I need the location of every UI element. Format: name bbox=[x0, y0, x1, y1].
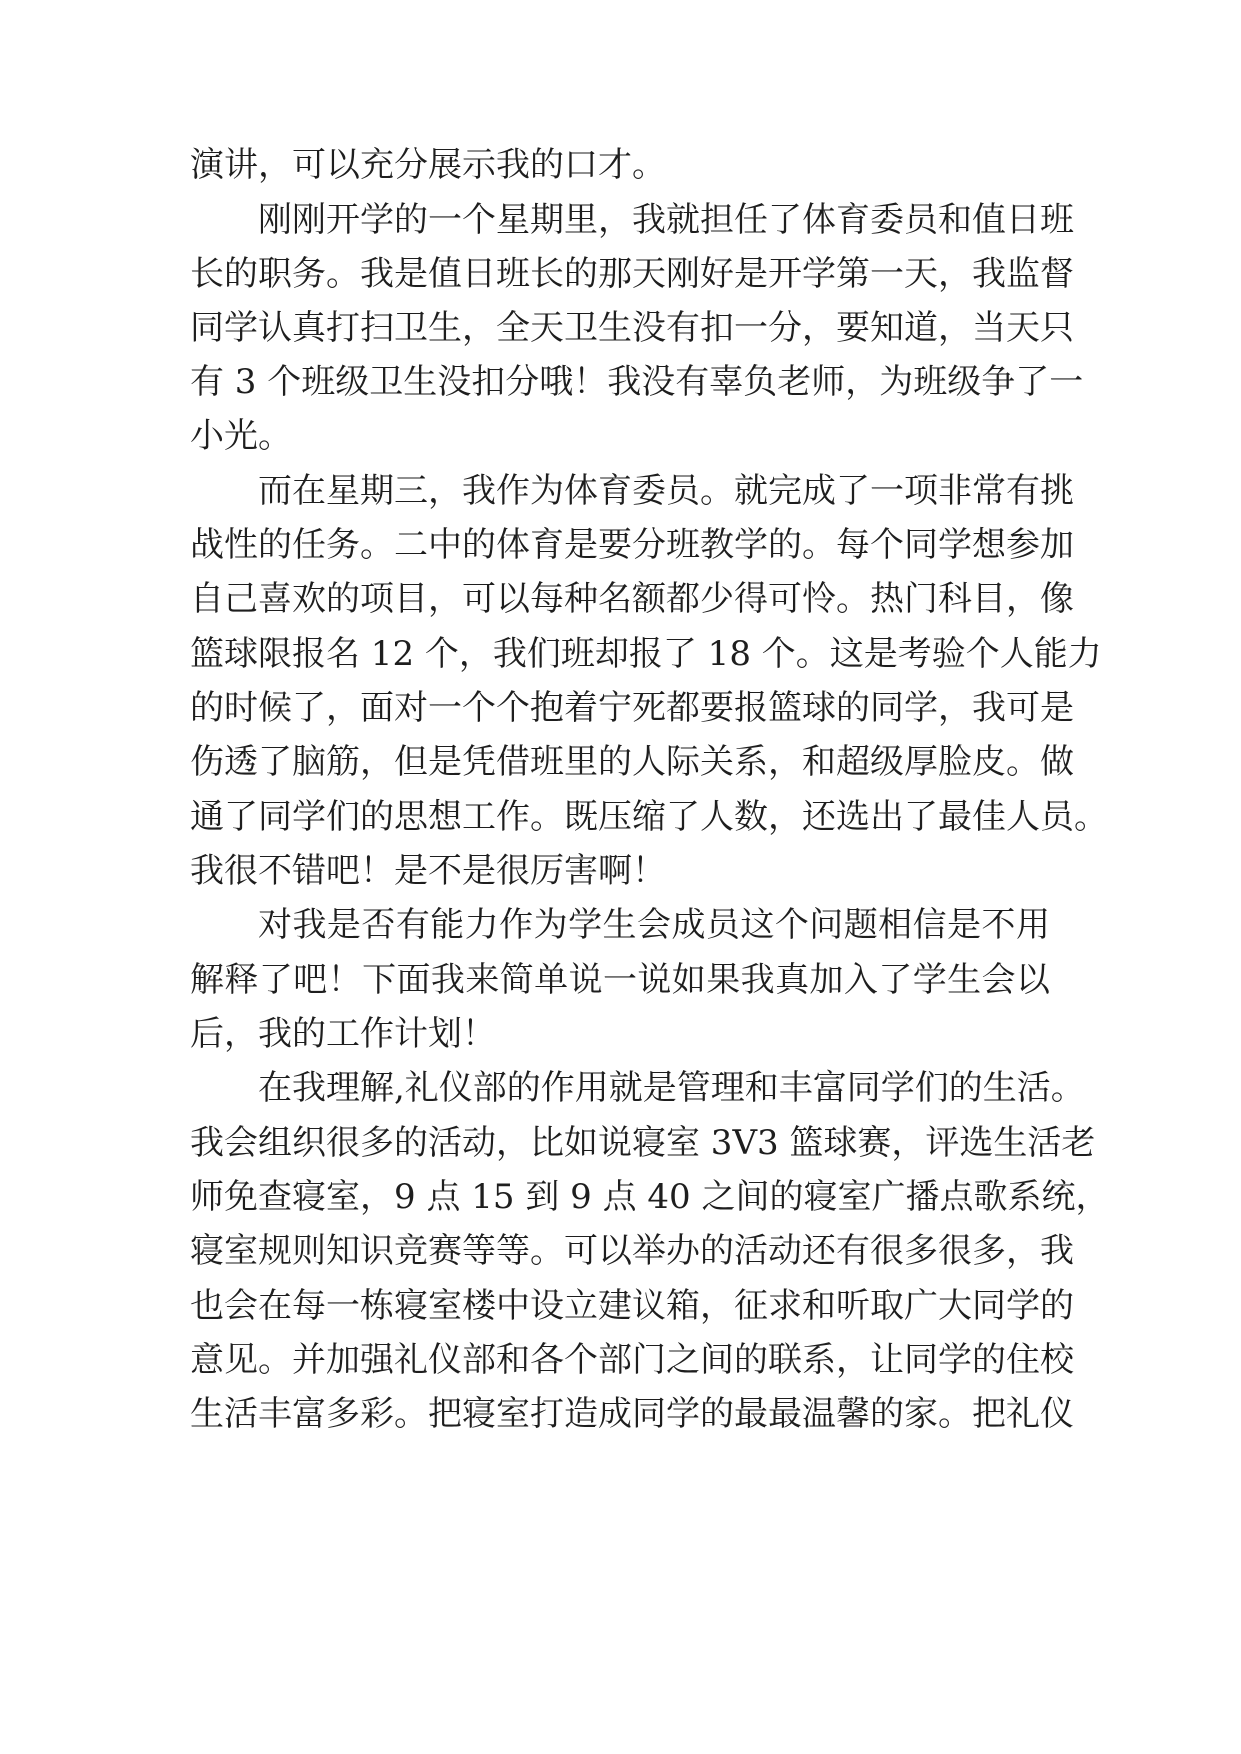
text-line: 自己喜欢的项目，可以每种名额都少得可怜。热门科目，像 bbox=[190, 579, 1074, 619]
text-line: 生活丰富多彩。把寝室打造成同学的最最温馨的家。把礼仪 bbox=[190, 1394, 1074, 1434]
text-line: 在我理解,礼仪部的作用就是管理和丰富同学们的生活。 bbox=[258, 1068, 1085, 1108]
text-line: 意见。并加强礼仪部和各个部门之间的联系，让同学的住校 bbox=[190, 1340, 1074, 1380]
text-line: 演讲，可以充分展示我的口才。 bbox=[190, 145, 666, 185]
text-line: 同学认真打扫卫生，全天卫生没有扣一分，要知道，当天只 bbox=[190, 308, 1074, 348]
text-line: 小光。 bbox=[190, 416, 292, 456]
text-line: 我会组织很多的活动，比如说寝室 3V3 篮球赛，评选生活老 bbox=[190, 1123, 1096, 1163]
text-line: 对我是否有能力作为学生会成员这个问题相信是不用 bbox=[258, 905, 1050, 945]
text-line: 有 3 个班级卫生没扣分哦！我没有辜负老师，为班级争了一 bbox=[190, 362, 1084, 402]
text-line: 篮球限报名 12 个，我们班却报了 18 个。这是考验个人能力 bbox=[190, 634, 1102, 674]
text-line: 通了同学们的思想工作。既压缩了人数，还选出了最佳人员。 bbox=[190, 797, 1108, 837]
text-line: 我很不错吧！是不是很厉害啊！ bbox=[190, 851, 666, 891]
text-line: 伤透了脑筋，但是凭借班里的人际关系，和超级厚脸皮。做 bbox=[190, 742, 1074, 782]
text-line: 的时候了，面对一个个抱着宁死都要报篮球的同学，我可是 bbox=[190, 688, 1074, 728]
text-line: 而在星期三，我作为体育委员。就完成了一项非常有挑 bbox=[258, 471, 1074, 511]
text-line: 解释了吧！下面我来简单说一说如果我真加入了学生会以 bbox=[190, 960, 1050, 1000]
text-line: 刚刚开学的一个星期里，我就担任了体育委员和值日班 bbox=[258, 200, 1074, 240]
text-line: 战性的任务。二中的体育是要分班教学的。每个同学想参加 bbox=[190, 525, 1074, 565]
text-line: 寝室规则知识竞赛等等。可以举办的活动还有很多很多，我 bbox=[190, 1231, 1074, 1271]
text-line: 也会在每一栋寝室楼中设立建议箱，征求和听取广大同学的 bbox=[190, 1286, 1074, 1326]
text-line: 师免查寝室，9 点 15 到 9 点 40 之间的寝室广播点歌系统， bbox=[190, 1177, 1110, 1217]
text-line: 长的职务。我是值日班长的那天刚好是开学第一天，我监督 bbox=[190, 254, 1074, 294]
text-line: 后，我的工作计划！ bbox=[190, 1014, 496, 1054]
